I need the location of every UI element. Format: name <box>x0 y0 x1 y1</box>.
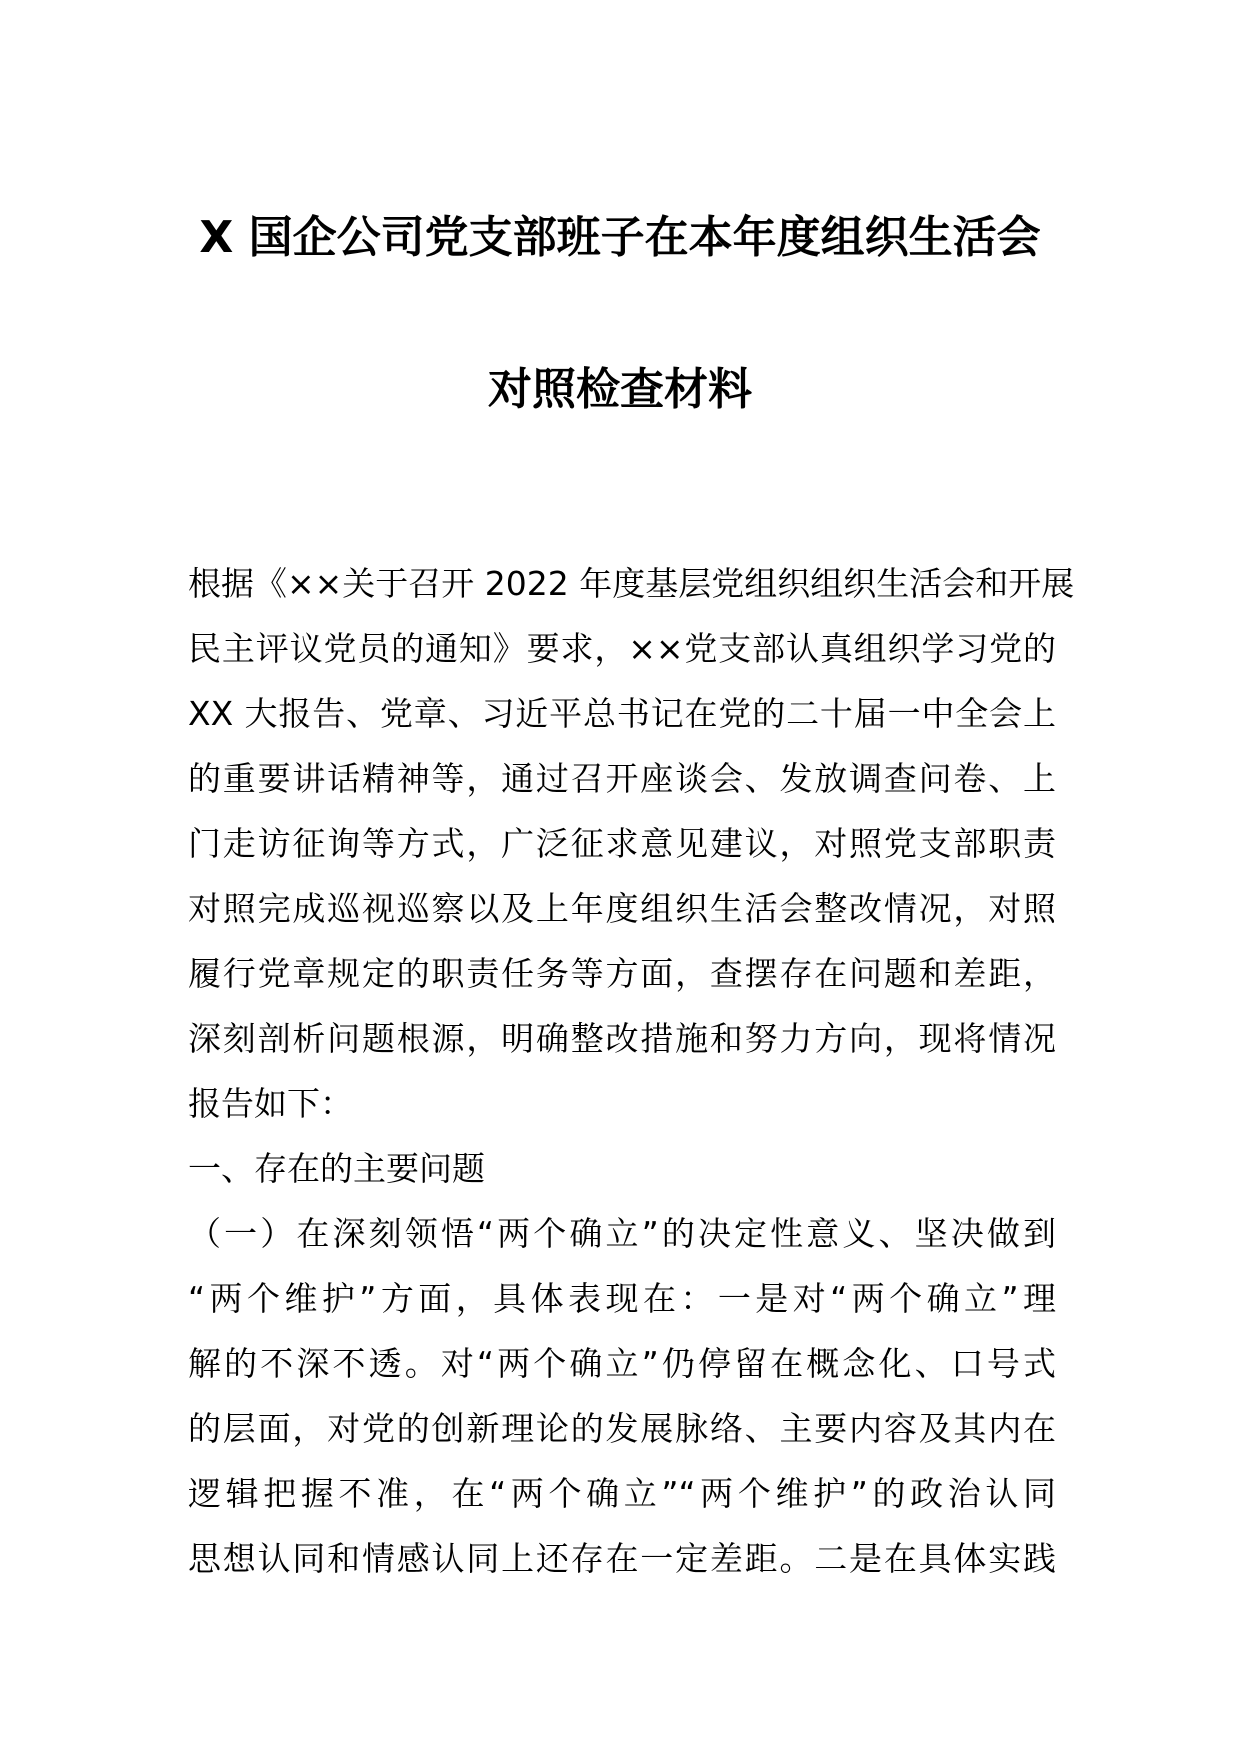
document-title-line-2: 对照检查材料 <box>488 364 752 415</box>
body-line: 对照完成巡视巡察以及上年度组织生活会整改情况，对照 <box>188 889 1056 928</box>
body-line: 逻辑把握不准，在“两个确立”“两个维护”的政治认同 <box>188 1474 1056 1513</box>
body-line: 的层面，对党的创新理论的发展脉络、主要内容及其内在 <box>188 1409 1056 1448</box>
body-line: XX 大报告、党章、习近平总书记在党的二十届一中全会上 <box>188 694 1056 733</box>
section-heading: 一、存在的主要问题 <box>188 1149 485 1188</box>
body-line: （一）在深刻领悟“两个确立”的决定性意义、坚决做到 <box>188 1214 1056 1253</box>
body-line: 的重要讲话精神等，通过召开座谈会、发放调查问卷、上 <box>188 759 1056 798</box>
body-line: 根据《××关于召开 2022 年度基层党组织组织生活会和开展 <box>188 564 1075 603</box>
body-line: 解的不深不透。对“两个确立”仍停留在概念化、口号式 <box>188 1344 1056 1383</box>
body-line: “两个维护”方面，具体表现在：一是对“两个确立”理 <box>188 1279 1056 1318</box>
body-line: 思想认同和情感认同上还存在一定差距。二是在具体实践 <box>188 1539 1056 1578</box>
document-title-line-1: X 国企公司党支部班子在本年度组织生活会 <box>199 212 1041 263</box>
body-line: 门走访征询等方式，广泛征求意见建议，对照党支部职责 <box>188 824 1056 863</box>
body-line: 报告如下： <box>188 1084 353 1123</box>
document-body <box>188 551 1075 1591</box>
body-line: 履行党章规定的职责任务等方面，查摆存在问题和差距， <box>188 954 1056 993</box>
body-line: 民主评议党员的通知》要求，××党支部认真组织学习党的 <box>188 629 1056 668</box>
body-line: 深刻剖析问题根源，明确整改措施和努力方向，现将情况 <box>188 1019 1056 1058</box>
